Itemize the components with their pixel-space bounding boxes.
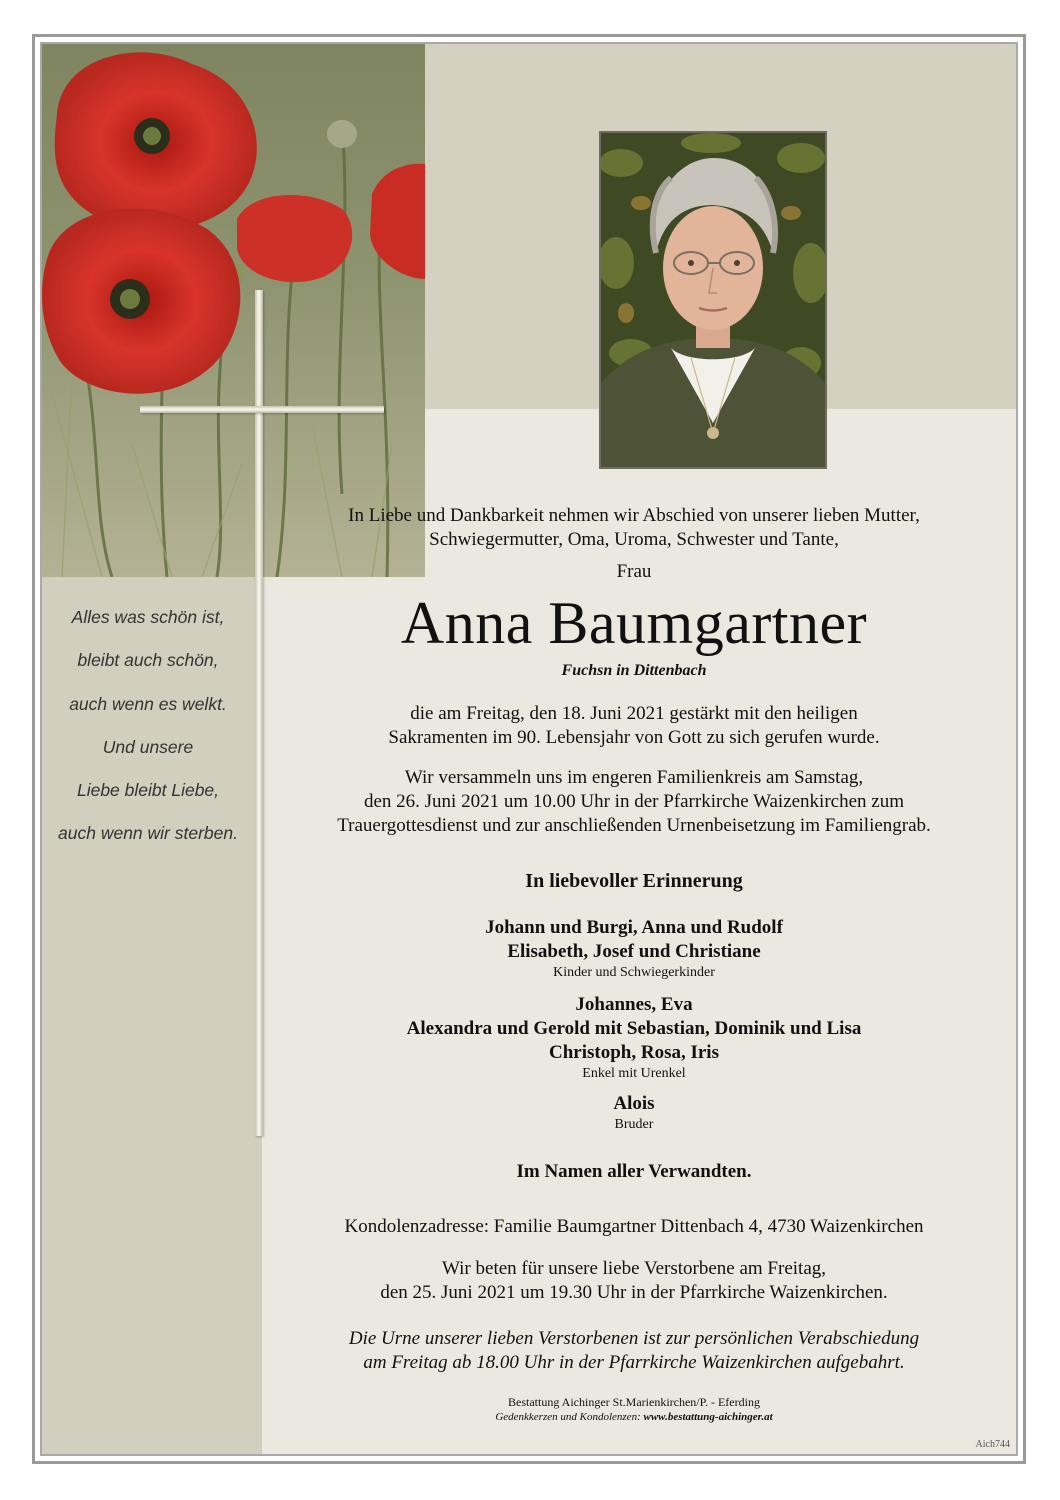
urn-line: am Freitag ab 18.00 Uhr in der Pfarrkirche Waizenkirchen aufgebahrt.	[363, 1352, 905, 1373]
web-link[interactable]: www.bestattung-aichinger.at	[643, 1411, 773, 1423]
prayer-line: Wir beten für unsere liebe Verstorbene am Freitag,	[441, 1258, 827, 1279]
web-line	[304, 1410, 964, 1424]
quote-line: Und unsere	[102, 736, 194, 757]
obituary-text	[304, 504, 964, 1424]
urn-line: Die Urne unserer lieben Verstorbenen ist zur persönlichen Verabschiedung	[348, 1328, 920, 1349]
funeral-line: Trauergottesdienst und zur anschließenden Urnenbeisetzung im Familiengrab.	[337, 815, 931, 836]
web-label: Gedenkkerzen und Kondolenzen:	[495, 1411, 641, 1423]
poppy-image	[42, 44, 425, 577]
mourner-role: Kinder und Schwiegerkinder	[553, 965, 715, 980]
obituary-card	[40, 42, 1018, 1456]
quote-line: auch wenn wir sterben.	[58, 823, 238, 844]
mourner-names: Alexandra und Gerold mit Sebastian, Dominik und Lisa	[406, 1018, 862, 1039]
salutation: Frau	[616, 561, 652, 582]
condolence-address: Kondolenzadresse: Familie Baumgartner Dittenbach 4, 4730 Waizenkirchen	[344, 1216, 924, 1237]
funeral-line: den 26. Juni 2021 um 10.00 Uhr in der Pfarrkirche Waizenkirchen zum	[363, 791, 904, 812]
house-name: Fuchsn in Dittenbach	[561, 662, 707, 679]
undertaker-line: Bestattung Aichinger St.Marienkirchen/P. - Eferding	[508, 1395, 760, 1409]
intro-line: In Liebe und Dankbarkeit nehmen wir Abschied von unserer lieben Mutter,	[348, 505, 920, 526]
mourner-names: Johannes, Eva	[575, 994, 693, 1015]
deceased-name: Anna Baumgartner	[400, 590, 868, 656]
intro-line: Schwiegermutter, Oma, Uroma, Schwester und Tante,	[429, 529, 839, 550]
quote-line: auch wenn es welkt.	[69, 693, 227, 714]
mourner-role: Bruder	[614, 1117, 654, 1132]
mourner-names: Alois	[613, 1093, 655, 1114]
death-line: Sakramenten im 90. Lebensjahr von Gott zu sich gerufen wurde.	[388, 727, 880, 748]
quote-line: bleibt auch schön,	[77, 650, 219, 671]
deceased-portrait	[599, 131, 827, 469]
death-line: die am Freitag, den 18. Juni 2021 gestärkt mit den heiligen	[410, 703, 858, 724]
funeral-line: Wir versammeln uns im engeren Familienkreis am Samstag,	[404, 767, 864, 788]
mourner-names: Johann und Burgi, Anna und Rudolf	[485, 917, 783, 938]
mourner-names: Christoph, Rosa, Iris	[549, 1042, 719, 1063]
cross-vertical-beam	[255, 290, 263, 1136]
quote-line: Alles was schön ist,	[71, 607, 225, 627]
relatives-line: Im Namen aller Verwandten.	[516, 1161, 752, 1182]
mourner-names: Elisabeth, Josef und Christiane	[507, 941, 761, 962]
quote-line: Liebe bleibt Liebe,	[76, 780, 220, 801]
cross-horizontal-beam	[140, 406, 384, 413]
document-code: Aich744	[975, 1439, 1010, 1450]
mourner-role: Enkel mit Urenkel	[582, 1066, 686, 1081]
memorial-quote	[42, 602, 254, 862]
prayer-line: den 25. Juni 2021 um 19.30 Uhr in der Pfarrkirche Waizenkirchen.	[380, 1282, 888, 1303]
remembrance-heading: In liebevoller Erinnerung	[525, 870, 743, 892]
